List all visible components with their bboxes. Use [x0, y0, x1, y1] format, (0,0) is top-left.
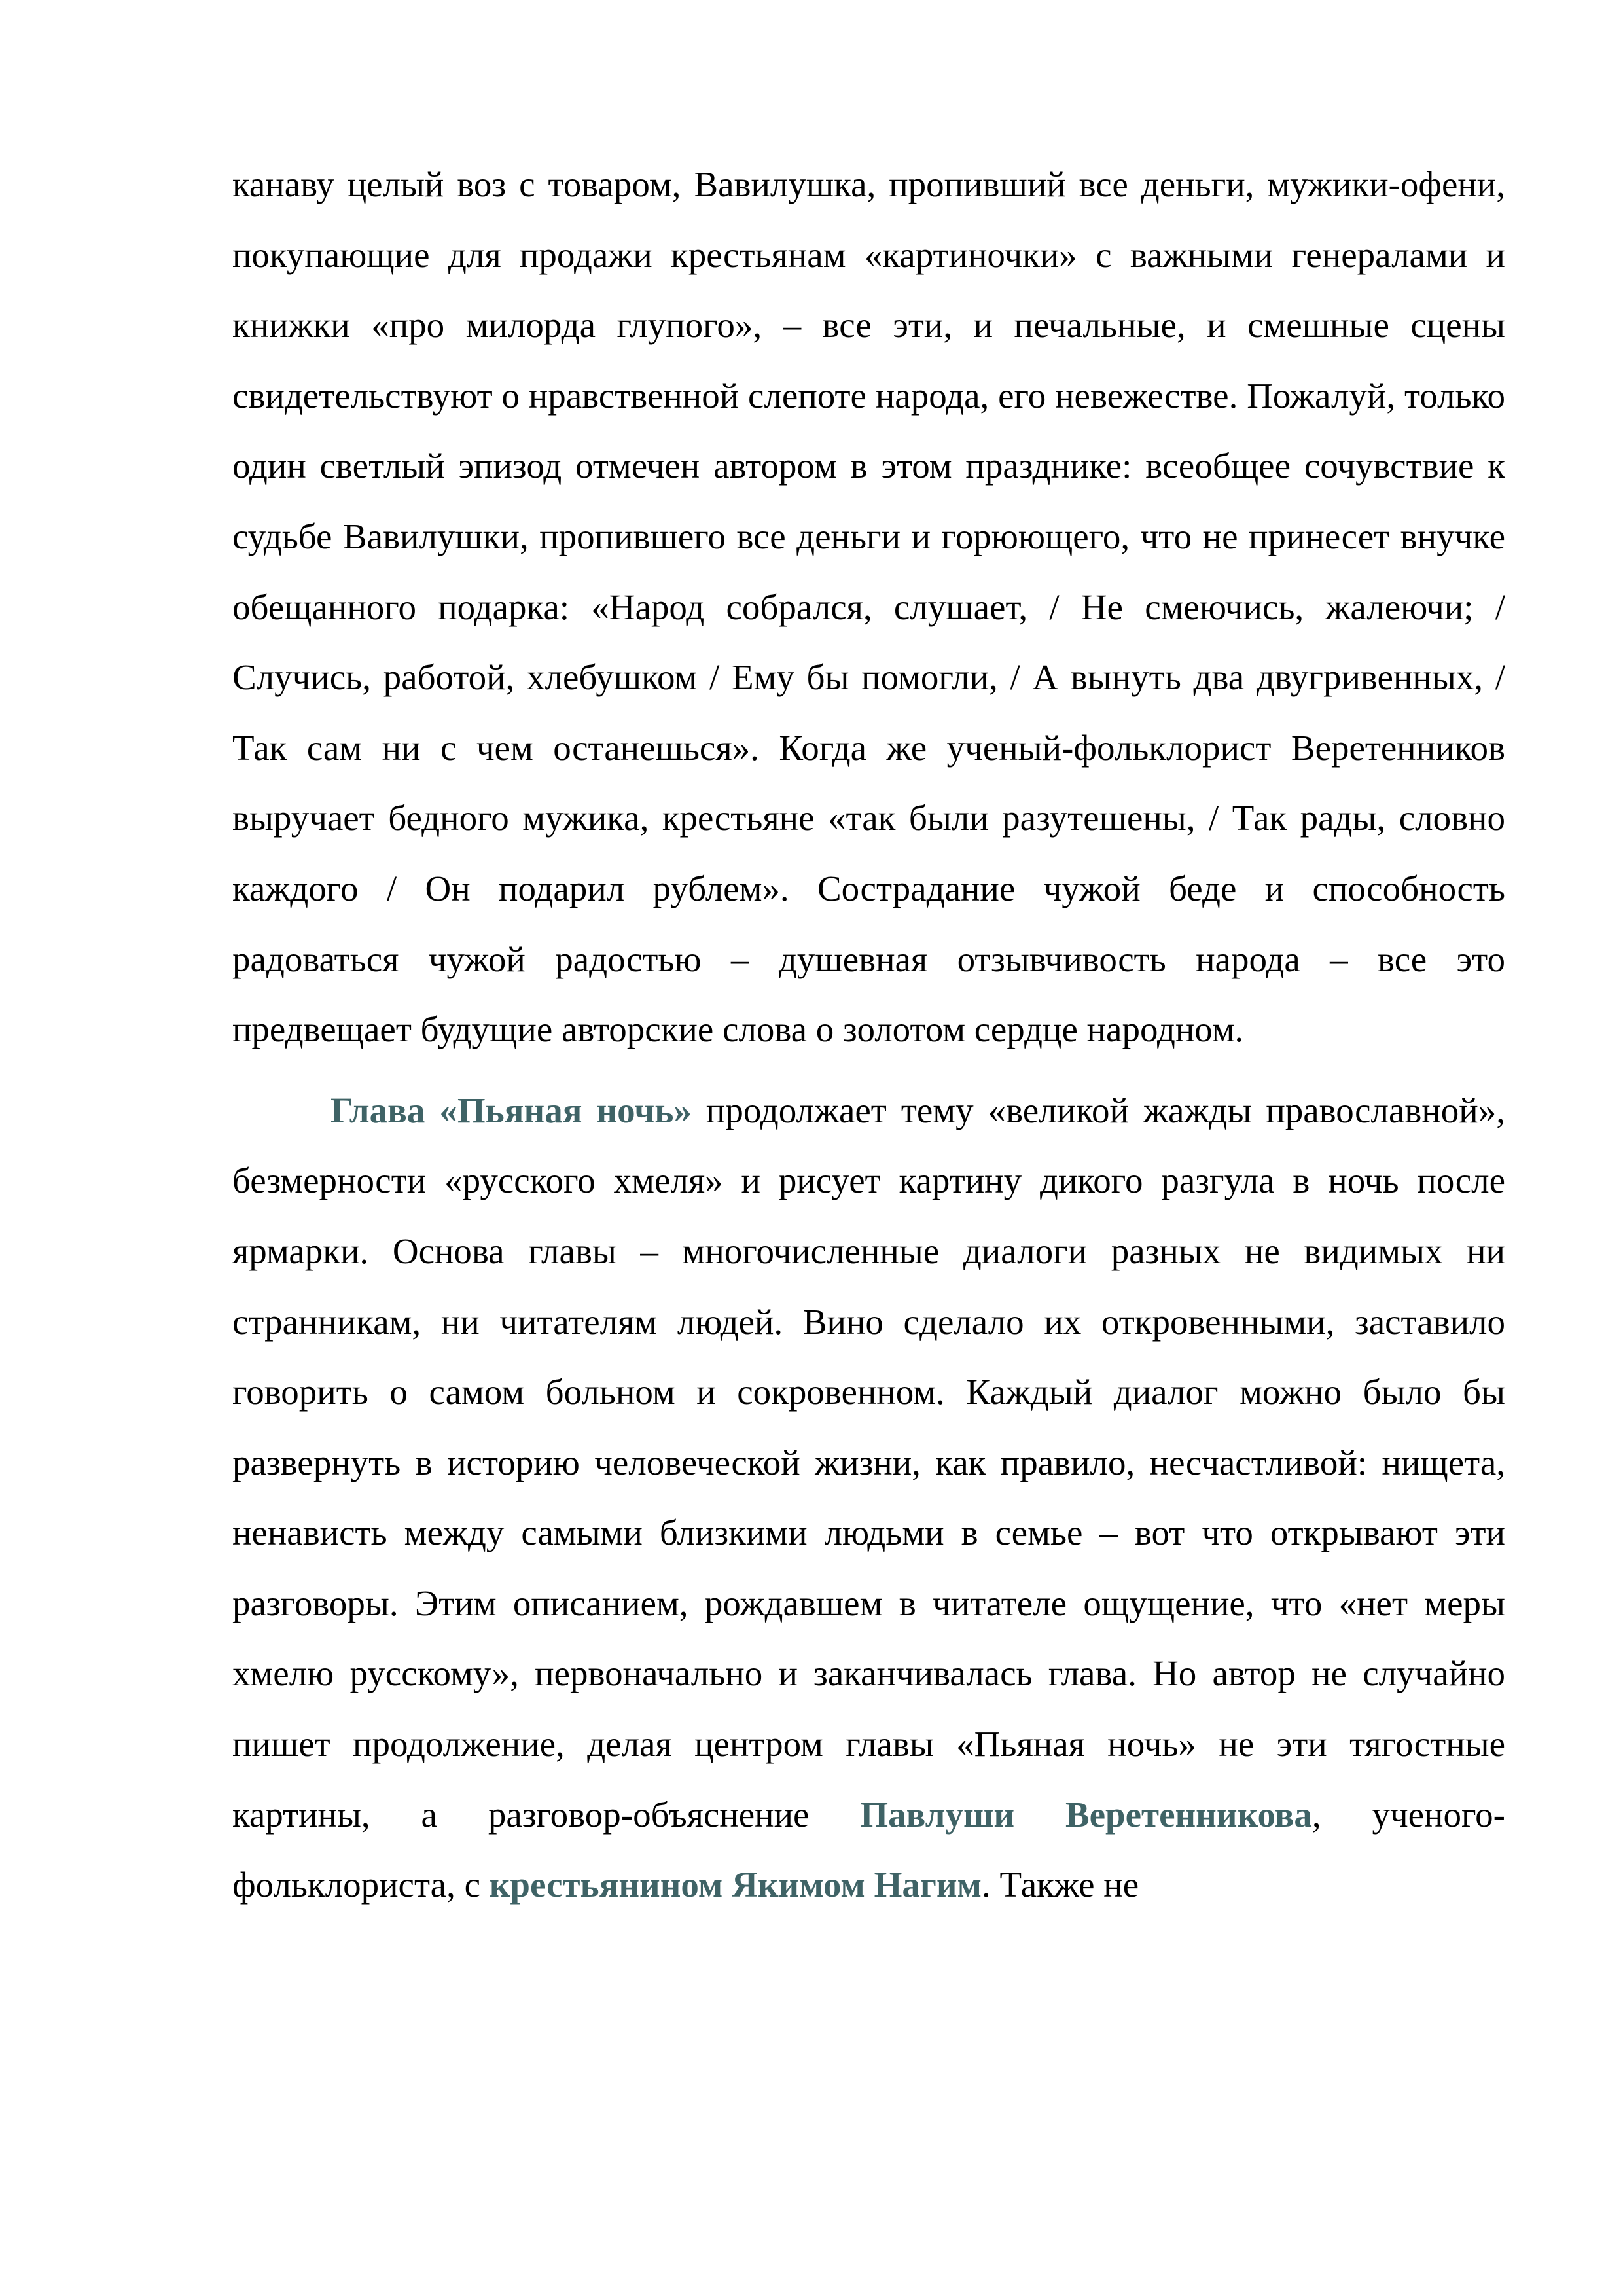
paragraph-text: канаву целый воз с товаром, Вавилушка, пропивший все деньги, мужики-офени, покупающие для продажи крестьянам «картиночки» с важными генералами и книжки «про милорда глупого», – все эти, и печальные, и смешные сцены свидетельствуют о нравственной слепоте народа, его невежестве. Пожалуй, только один светлый эпизод отмечен автором в этом празднике: всеобщее сочувствие к судьбе Вавилушки, пропившего все деньги и горюющего, что не принесет внучке обещанного подарка: «Народ собрался, слушает, / Не смеючись, жалеючи; / Случись, работой, хлебушком / Ему бы помогли, / А вынуть два двугривенных, / Так сам ни с чем останешься». Когда же ученый-фольклорист Веретенников выручает бедного мужика, крестьяне «так были разутешены, / Так рады, словно каждого / Он подарил рублем». Сострадание чужой беде и способность радоваться чужой радостью – душевная отзывчивость народа – все это предвещает будущие авторские слова о золотом сердце народном.	[232, 164, 1505, 1050]
paragraph-text: продолжает тему «великой жажды православной», безмерности «русского хмеля» и рисует картину дикого разгула в ночь после ярмарки. Основа главы – многочисленные диалоги разных не видимых ни странникам, ни читателям людей. Вино сделало их откровенными, заставило говорить о самом больном и сокровенном. Каждый диалог можно было бы развернуть в историю человеческой жизни, как правило, несчастливой: нищета, ненависть между самыми близкими людьми в семье – вот что открывают эти разговоры. Этим описанием, рождавшем в читателе ощущение, что «нет меры хмелю русскому», первоначально и заканчивалась глава. Но автор не случайно пишет продолжение, делая центром главы «Пьяная ночь» не эти тягостные картины, а разговор-объяснение	[232, 1090, 1505, 1835]
paragraph-2	[232, 1075, 1505, 1920]
paragraph-1	[232, 149, 1505, 1065]
chapter-title-highlight: Глава «Пьяная ночь»	[330, 1090, 692, 1130]
document-body	[232, 149, 1505, 1920]
paragraph-text: , ученого-фольклориста, с	[232, 1794, 1505, 1905]
character-name-highlight: Павлуши Веретенникова	[860, 1794, 1312, 1835]
character-name-highlight: крестьянином Якимом Нагим	[489, 1865, 982, 1905]
paragraph-text: . Также не	[982, 1865, 1139, 1905]
